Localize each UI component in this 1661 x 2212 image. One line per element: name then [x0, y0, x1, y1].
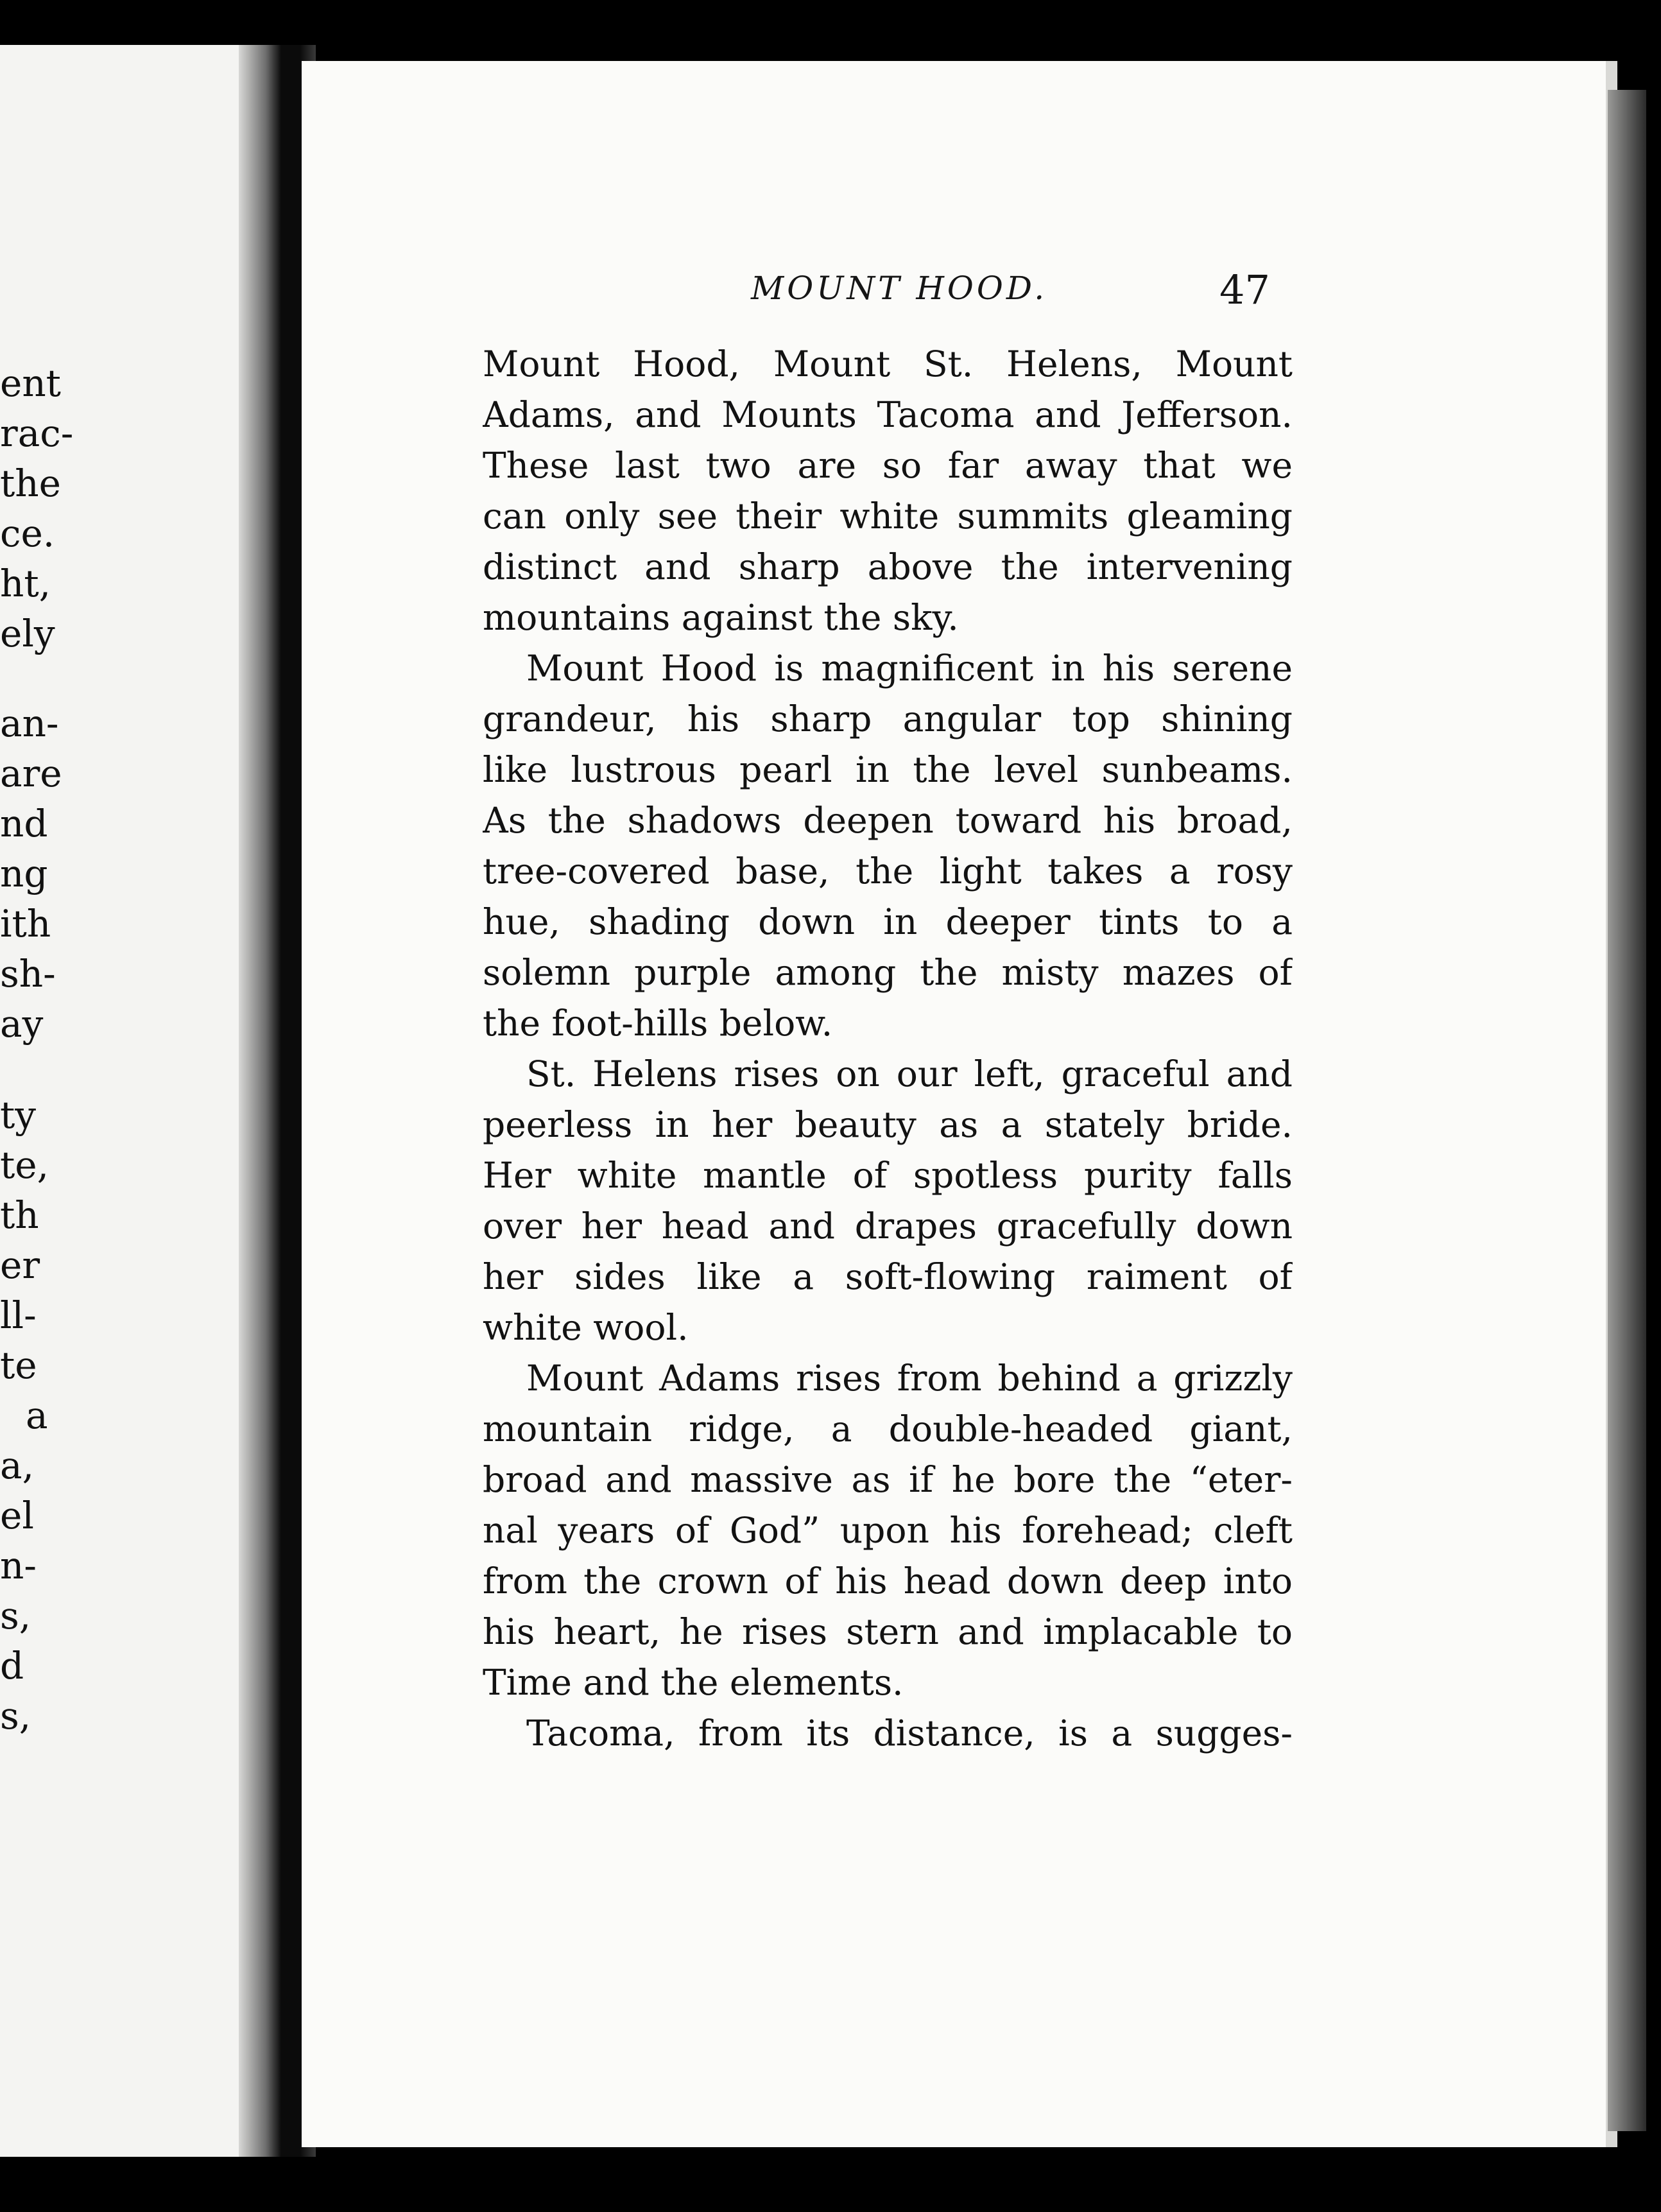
left-page-line: n-	[0, 1544, 37, 1587]
text-line: peerless in her beauty as a stately bride.	[483, 1104, 1293, 1145]
left-page	[0, 45, 260, 2157]
left-page-line: ty	[0, 1093, 37, 1137]
left-page-line: s,	[0, 1694, 31, 1738]
text-line: Time and the elements.	[483, 1662, 904, 1703]
body-text	[483, 339, 1293, 1759]
text-line: mountain ridge, a double-headed giant,	[483, 1408, 1293, 1449]
left-page-line: ll-	[0, 1293, 37, 1337]
left-page-line: d	[0, 1644, 24, 1688]
text-line: can only see their white summits gleaming	[483, 496, 1293, 537]
left-page-line: the	[0, 462, 61, 505]
text-line: As the shadows deepen toward his broad,	[483, 800, 1293, 841]
left-page-line: el	[0, 1494, 34, 1537]
left-page-line: nd	[0, 802, 48, 845]
left-page-line: th	[0, 1193, 39, 1237]
left-page-line: are	[0, 752, 62, 795]
text-line: mountains against the sky.	[483, 597, 959, 638]
left-page-line: s,	[0, 1594, 31, 1637]
page-number: 47	[1219, 266, 1270, 313]
text-line: broad and massive as if he bore the “eter-	[483, 1459, 1293, 1500]
text-line: These last two are so far away that we	[483, 445, 1293, 486]
text-line: grandeur, his sharp angular top shining	[483, 698, 1293, 739]
page-edge	[1608, 90, 1646, 2131]
left-page-line: ith	[0, 902, 51, 946]
text-line: over her head and drapes gracefully down	[483, 1205, 1293, 1247]
text-line: St. Helens rises on our left, graceful and	[526, 1053, 1293, 1094]
text-line: tree-covered base, the light takes a rosy	[483, 851, 1293, 892]
text-line: Mount Hood is magnificent in his serene	[526, 648, 1293, 689]
text-line: hue, shading down in deeper tints to a	[483, 901, 1293, 942]
left-page-line: ce.	[0, 512, 55, 555]
text-line: from the crown of his head down deep into	[483, 1560, 1293, 1602]
left-page-line: er	[0, 1243, 40, 1287]
left-page-line: a	[26, 1394, 48, 1437]
left-page-line: ely	[0, 612, 55, 655]
text-line: like lustrous pearl in the level sunbeams.	[483, 749, 1293, 790]
left-page-line: sh-	[0, 952, 56, 996]
left-page-line: ent	[0, 361, 61, 405]
left-page-line: te,	[0, 1143, 49, 1187]
text-line: the foot-hills below.	[483, 1003, 833, 1044]
left-page-line: te	[0, 1344, 37, 1387]
text-line: Her white mantle of spotless purity falls	[483, 1155, 1293, 1196]
text-line: solemn purple among the misty mazes of	[483, 952, 1293, 993]
left-page-line: ht,	[0, 562, 51, 605]
text-line: nal years of God” upon his forehead; cleft	[483, 1510, 1293, 1551]
left-page-line: an-	[0, 702, 59, 745]
text-line: white wool.	[483, 1307, 689, 1348]
text-line: Mount Adams rises from behind a grizzly	[526, 1358, 1293, 1399]
left-page-line: a,	[0, 1444, 35, 1487]
text-line: Mount Hood, Mount St. Helens, Mount	[483, 343, 1293, 385]
text-line: her sides like a soft-flowing raiment of	[483, 1256, 1293, 1297]
left-page-line: ng	[0, 852, 48, 895]
text-line: Tacoma, from its distance, is a sugges-	[526, 1713, 1293, 1754]
left-page-line: rac-	[0, 411, 74, 455]
text-line: his heart, he rises stern and implacable to	[483, 1611, 1293, 1652]
running-head: MOUNT HOOD.	[751, 270, 1048, 307]
left-page-line: ay	[0, 1002, 44, 1046]
text-line: Adams, and Mounts Tacoma and Jefferson.	[483, 394, 1293, 435]
text-line: distinct and sharp above the intervening	[483, 546, 1293, 587]
